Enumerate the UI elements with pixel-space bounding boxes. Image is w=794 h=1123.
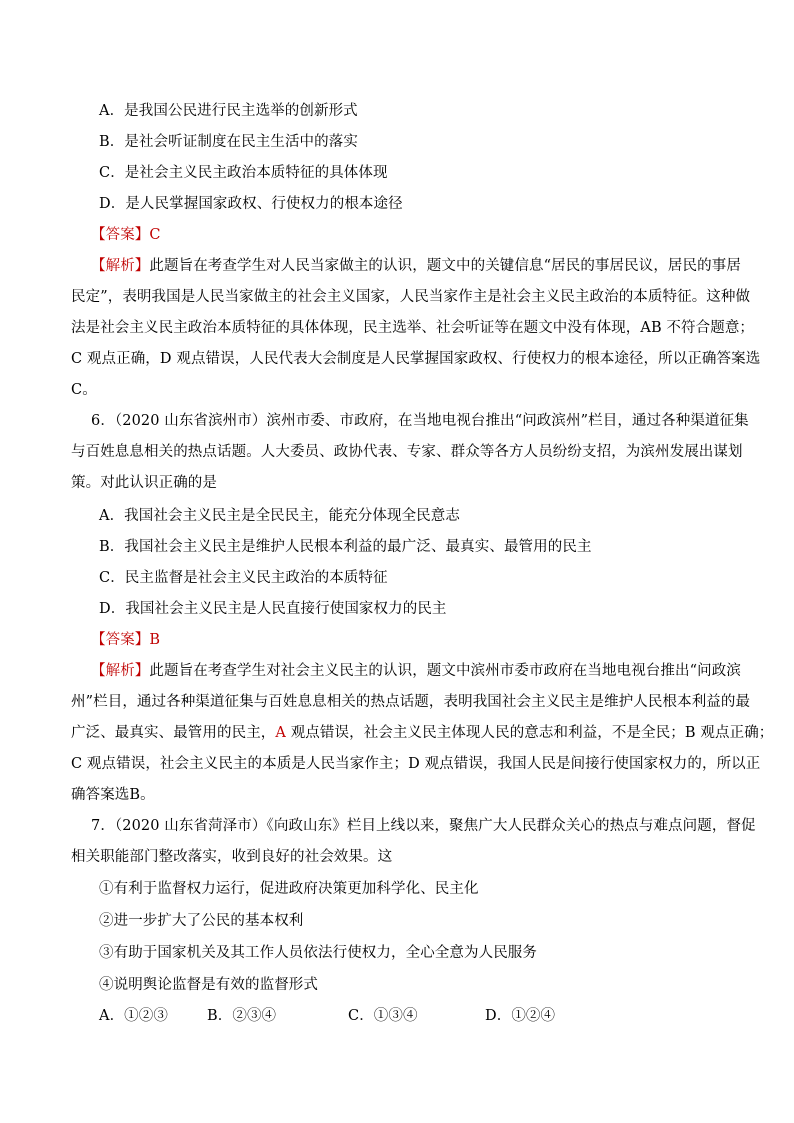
inline-letter: A <box>275 725 286 741</box>
analysis-text: 此题旨在考查学生对社会主义民主的认识，题文中滨州市委市政府在当地电视台推出“问政滨 <box>149 663 741 679</box>
q5-analysis-line-2: 民定”，表明我国是人民当家做主的社会主义国家，人民当家作主是社会主义民主政治的本质特征。这种做 <box>71 289 751 305</box>
q6-option-a: A．我国社会主义民主是全民民主，能充分体现全民意志 <box>99 508 460 524</box>
analysis-text: 观点正确； <box>700 725 774 741</box>
q6-answer <box>91 630 160 650</box>
q6-option-c: C．民主监督是社会主义民主政治的本质特征 <box>99 570 388 586</box>
q6-analysis-line-5 <box>71 785 155 805</box>
analysis-text: 观点错误，社会主义民主体现人民的意志和利益，不是全民； <box>290 725 685 741</box>
answer-value: C <box>149 227 161 243</box>
q6-option-d: D．我国社会主义民主是人民直接行使国家权力的民主 <box>99 601 447 617</box>
answer-label: 【答案】 <box>91 632 150 648</box>
analysis-text: 确答案选 <box>71 787 130 803</box>
analysis-text: 广泛、最真实、最管用的民主， <box>71 725 276 741</box>
q5-analysis-line-3: 法是社会主义民主政治本质特征的具体体现，民主选举、社会听证等在题文中没有体现，AB 不符合题意； <box>71 320 755 336</box>
analysis-label: 【解析】 <box>91 258 150 274</box>
q6-stem-line-1 <box>91 411 749 431</box>
analysis-text: 观点错误，社会主义民主的本质是人民当家作主； <box>86 756 409 772</box>
q5-option-a: A．是我国公民进行民主选举的创新形式 <box>99 103 358 119</box>
q5-analysis-line-4: C 观点正确，D 观点错误，人民代表大会制度是人民掌握国家政权、行使权力的根本途径，所以正确答案选 <box>71 351 761 367</box>
q7-stem: 《向政山东》栏目上线以来，聚焦广大人民群众关心的热点与难点问题，督促 <box>266 818 756 834</box>
inline-letter: B <box>684 725 696 741</box>
answer-value: B <box>149 632 161 648</box>
q7-choice-b: B．②③④ <box>207 1008 277 1024</box>
q7-stem-line-2: 相关职能部门整改落实，收到良好的社会效果。这 <box>71 849 393 865</box>
q6-stem-line-2: 与百姓息息相关的热点话题。人大委员、政协代表、专家、群众等各方人员纷纷支招，为滨州发展出谋划 <box>71 444 743 460</box>
q6-analysis-line-2: 州”栏目，通过各种渠道征集与百姓息息相关的热点话题，表明我国社会主义民主是维护人民根本利益的最 <box>71 694 751 710</box>
q7-statement-4: ④说明舆论监督是有效的监督形式 <box>99 977 318 993</box>
q5-answer <box>91 225 161 245</box>
q7-choice-d: D．①②④ <box>485 1008 556 1024</box>
inline-letter: D <box>408 756 420 772</box>
q5-option-c: C．是社会主义民主政治本质特征的具体体现 <box>99 165 388 181</box>
q7-choice-c: C．①③④ <box>348 1008 418 1024</box>
q7-statement-1: ①有利于监督权力运行，促进政府决策更加科学化、民主化 <box>99 881 479 897</box>
answer-label: 【答案】 <box>91 227 150 243</box>
q5-analysis-line-1 <box>91 256 741 276</box>
analysis-text: 观点错误，我国人民是间接行使国家权力的，所以正 <box>424 756 761 772</box>
q7-stem-line-1 <box>91 816 756 836</box>
q6-stem: 滨州市委、市政府，在当地电视台推出“问政滨州”栏目，通过各种渠道征集 <box>266 413 749 429</box>
q7-choice-a: A．①②③ <box>99 1008 168 1024</box>
inline-letter: C <box>71 756 83 772</box>
analysis-label: 【解析】 <box>91 663 150 679</box>
q6-analysis-line-3 <box>71 723 773 743</box>
q7-number: 7．（2020 山东省菏泽市） <box>91 818 267 834</box>
analysis-text: 。 <box>140 787 155 803</box>
q5-option-d: D．是人民掌握国家政权、行使权力的根本途径 <box>99 196 403 212</box>
q6-analysis-line-1 <box>91 661 741 681</box>
analysis-text: 此题旨在考查学生对人民当家做主的认识，题文中的关键信息“居民的事居民议，居民的事居 <box>149 258 741 274</box>
q7-statement-3: ③有助于国家机关及其工作人员依法行使权力，全心全意为人民服务 <box>99 945 537 961</box>
q7-statement-2: ②进一步扩大了公民的基本权利 <box>99 913 304 929</box>
q6-analysis-line-4 <box>71 754 760 774</box>
q6-number: 6．（2020 山东省滨州市） <box>91 413 267 429</box>
q5-option-b: B．是社会听证制度在民主生活中的落实 <box>99 134 358 150</box>
inline-letter: B <box>129 787 141 803</box>
q6-option-b: B．我国社会主义民主是维护人民根本利益的最广泛、最真实、最管用的民主 <box>99 539 592 555</box>
q5-analysis-line-5: C。 <box>71 382 97 398</box>
q6-stem-line-3: 策。对此认识正确的是 <box>71 475 217 491</box>
